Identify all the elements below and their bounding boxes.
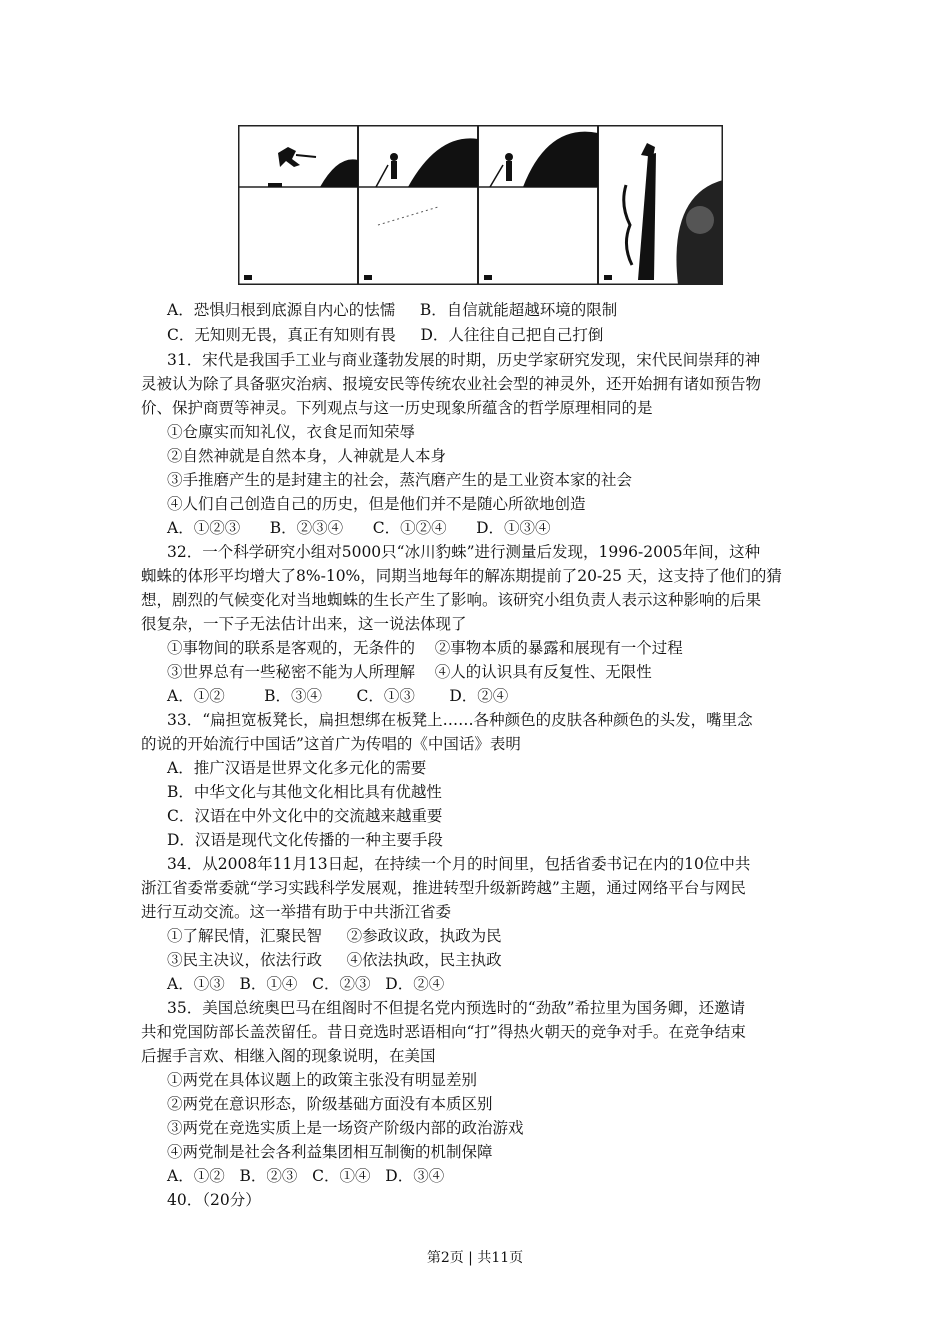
q31-stem-line-1: 31．宋代是我国手工业与商业蓬勃发展的时期，历史学家研究发现，宋代民间崇拜的神 xyxy=(167,351,761,369)
q33-stem-line-1: 33．“扁担宽板凳长，扁担想绑在板凳上……各种颜色的皮肤各种颜色的头发，嘴里念 xyxy=(167,711,753,729)
q34-options: A．①③ B．①④ C．②③ D．②④ xyxy=(167,975,445,993)
q31-item-4: ④人们自己创造自己的历史，但是他们并不是随心所欲地创造 xyxy=(167,495,586,513)
q35-options: A．①② B．②③ C．①④ D．③④ xyxy=(167,1167,445,1185)
q30-options-row-1: A．恐惧归根到底源自内心的怯懦 B．自信就能超越环境的限制 xyxy=(167,301,618,319)
q34-items-row-1: ①了解民情，汇聚民智 ②参政议政，执政为民 xyxy=(167,927,502,945)
q34-stem-line-1: 34．从2008年11月13日起，在持续一个月的时间里，包括省委书记在内的10位中共 xyxy=(167,855,751,873)
q31-stem-line-2: 灵被认为除了具备驱灾治病、报境安民等传统农业社会型的神灵外，还开始拥有诸如预告物 xyxy=(141,375,762,393)
q35-item-2: ②两党在意识形态，阶级基础方面没有本质区别 xyxy=(167,1095,493,1113)
q35-stem-line-3: 后握手言欢、相继入阁的现象说明，在美国 xyxy=(141,1047,436,1065)
q33-option-d: D．汉语是现代文化传播的一种主要手段 xyxy=(167,831,443,849)
q31-stem-line-3: 价、保护商贾等神灵。下列观点与这一历史现象所蕴含的哲学原理相同的是 xyxy=(141,399,653,417)
q33-option-b: B．中华文化与其他文化相比具有优越性 xyxy=(167,783,442,801)
q31-item-3: ③手推磨产生的是封建主的社会，蒸汽磨产生的是工业资本家的社会 xyxy=(167,471,633,489)
q35-item-4: ④两党制是社会各利益集团相互制衡的机制保障 xyxy=(167,1143,493,1161)
q35-item-1: ①两党在具体议题上的政策主张没有明显差别 xyxy=(167,1071,478,1089)
q40-label: 40．（20分） xyxy=(167,1191,261,1209)
q31-options: A．①②③ B．②③④ C．①②④ D．①③④ xyxy=(167,519,551,537)
q33-option-a: A．推广汉语是世界文化多元化的需要 xyxy=(167,759,427,777)
q32-stem-line-2: 蜘蛛的体形平均增大了8%-10%，同期当地每年的解冻期提前了20-25 天，这支持了他们的猜 xyxy=(141,567,782,585)
q32-stem-line-3: 想，剧烈的气候变化对当地蜘蛛的生长产生了影响。该研究小组负责人表示这种影响的后果 xyxy=(141,591,762,609)
q31-item-2: ②自然神就是自然本身，人神就是人本身 xyxy=(167,447,447,465)
q33-option-c: C．汉语在中外文化中的交流越来越重要 xyxy=(167,807,443,825)
q35-stem-line-2: 共和党国防部长盖茨留任。昔日竞选时恶语相向“打”得热火朝天的竞争对手。在竞争结束 xyxy=(141,1023,746,1041)
q32-items-row-1: ①事物间的联系是客观的，无条件的 ②事物本质的暴露和展现有一个过程 xyxy=(167,639,683,657)
comic-strip-image xyxy=(238,125,723,285)
q32-items-row-2: ③世界总有一些秘密不能为人所理解 ④人的认识具有反复性、无限性 xyxy=(167,663,652,681)
q34-stem-line-3: 进行互动交流。这一举措有助于中共浙江省委 xyxy=(141,903,452,921)
q32-stem-line-1: 32．一个科学研究小组对5000只“冰川豹蛛”进行测量后发现，1996-2005年间，这种 xyxy=(167,543,761,561)
q35-item-3: ③两党在竞选实质上是一场资产阶级内部的政治游戏 xyxy=(167,1119,524,1137)
q32-options: A．①② B．③④ C．①③ D．②④ xyxy=(167,687,509,705)
q34-items-row-2: ③民主决议，依法行政 ④依法执政，民主执政 xyxy=(167,951,502,969)
page-footer: 第2页 | 共11页 xyxy=(426,1250,524,1266)
q33-stem-line-2: 的说的开始流行中国话”这首广为传唱的《中国话》表明 xyxy=(141,735,521,753)
q35-stem-line-1: 35．美国总统奥巴马在组阁时不但提名党内预选时的“劲敌”希拉里为国务卿，还邀请 xyxy=(167,999,746,1017)
q31-item-1: ①仓廪实而知礼仪，衣食足而知荣辱 xyxy=(167,423,416,441)
q34-stem-line-2: 浙江省委常委就“学习实践科学发展观，推进转型升级新跨越”主题，通过网络平台与网民 xyxy=(141,879,746,897)
q32-stem-line-4: 很复杂，一下子无法估计出来，这一说法体现了 xyxy=(141,615,467,633)
q30-options-row-2: C．无知则无畏，真正有知则有畏 D．人往往自己把自己打倒 xyxy=(167,326,604,344)
